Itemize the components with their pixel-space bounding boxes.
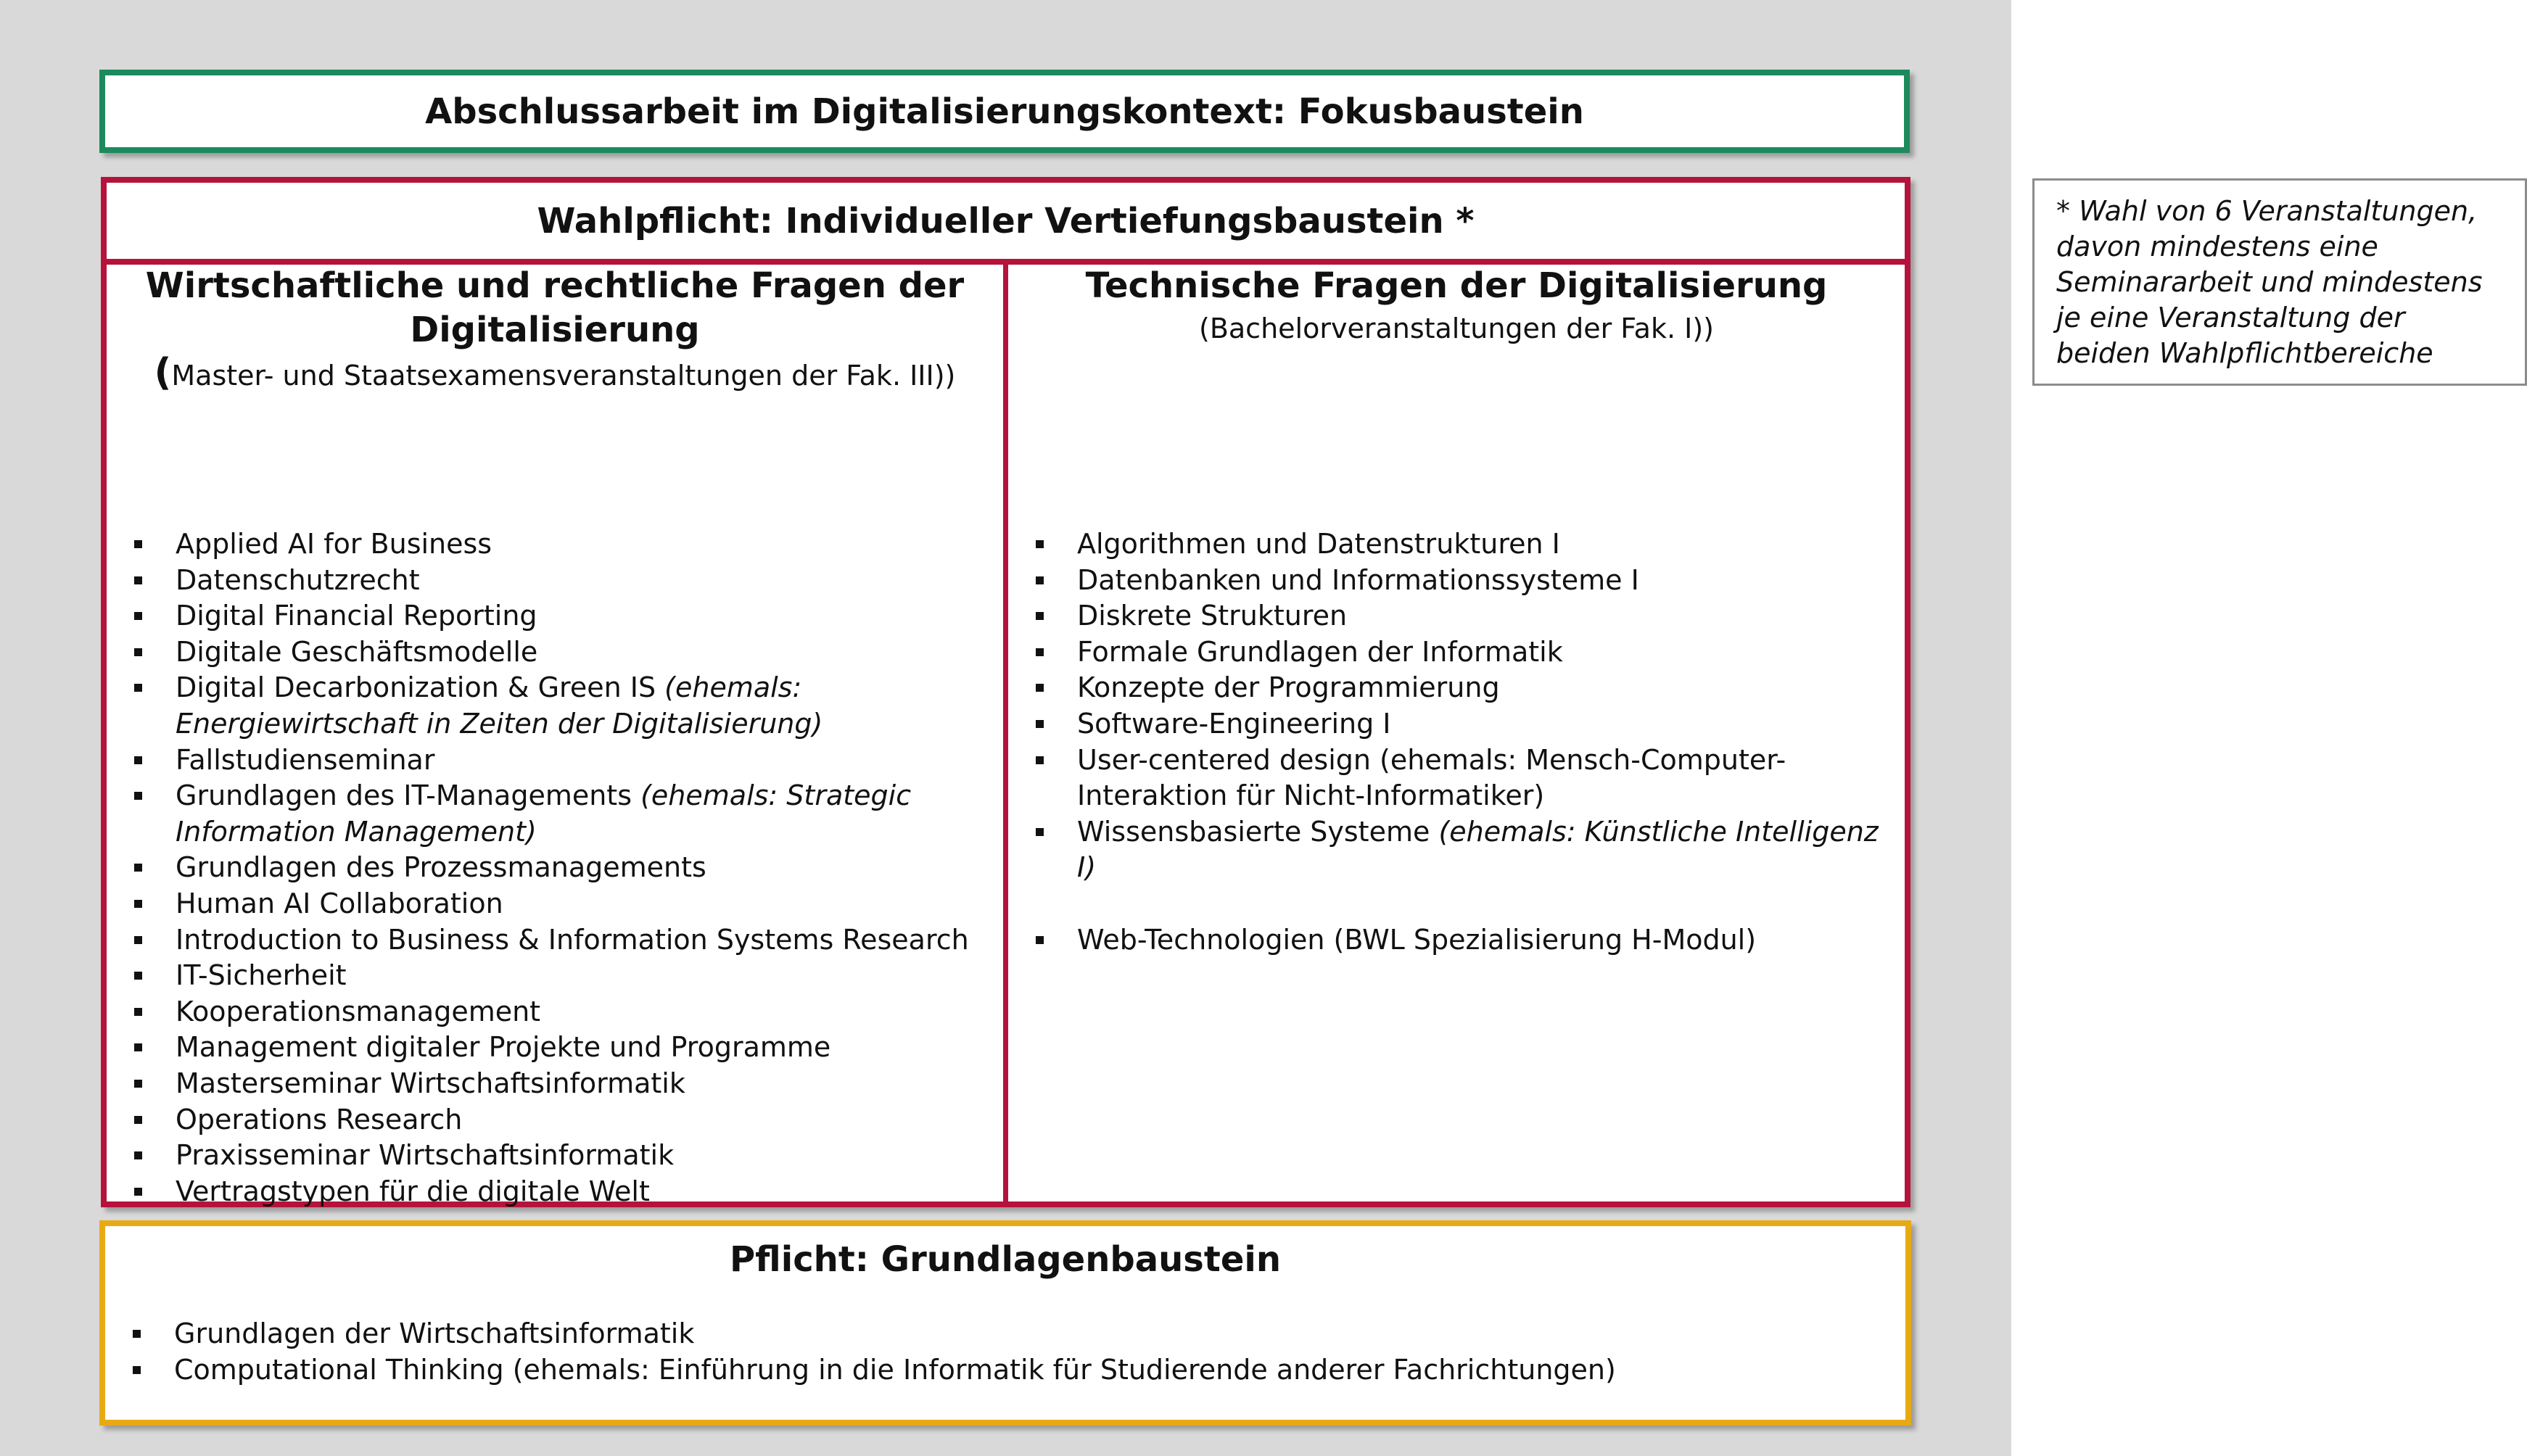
course-item — [107, 994, 1003, 1030]
course-item — [1008, 598, 1905, 634]
course-name: Datenschutzrecht — [176, 563, 420, 596]
course-name: Konzepte der Programmierung — [1077, 671, 1500, 704]
course-item — [107, 850, 1003, 886]
course-item — [1008, 922, 1905, 959]
course-name: Diskrete Strukturen — [1077, 600, 1348, 632]
course-name: Management digitaler Projekte und Programme — [176, 1031, 831, 1064]
course-name: Computational Thinking (ehemals: Einführung in die Informatik für Studierende anderer Fachrichtungen) — [174, 1353, 1616, 1386]
course-name: Vertragstypen für die digitale Welt — [176, 1175, 650, 1207]
course-item — [1008, 670, 1905, 706]
course-item — [1008, 743, 1905, 814]
footnote-text: * Wahl von 6 Veranstaltungen, davon mindestens eine Seminararbeit und mindestens je eine Veranstaltung der beiden Wahlpflichtbereiche — [2056, 195, 2483, 369]
course-item — [107, 886, 1003, 922]
course-name: Grundlagen des Prozessmanagements — [176, 851, 706, 884]
course-name: Digital Decarbonization & Green IS — [176, 671, 665, 704]
course-item — [107, 1174, 1003, 1210]
course-item — [107, 1102, 1003, 1138]
course-item — [1008, 814, 1905, 886]
course-former-name-note: (ehemals: Strategic Information Management) — [176, 779, 912, 848]
course-item — [107, 922, 1003, 959]
business-law-column — [107, 264, 1003, 396]
technical-column — [1008, 264, 1905, 349]
course-name: Digital Financial Reporting — [176, 600, 537, 632]
course-item — [1008, 526, 1905, 563]
course-item — [107, 634, 1003, 671]
technical-subtitle: (Bachelorveranstaltungen der Fak. I)) — [1199, 313, 1714, 344]
technical-title: Technische Fragen der Digitalisierung — [1085, 265, 1828, 306]
course-item — [107, 1030, 1003, 1066]
course-name: Introduction to Business & Information Systems Research — [176, 923, 969, 956]
focus-module-title: Abschlussarbeit im Digitalisierungskontext: Fokusbaustein — [425, 91, 1584, 132]
course-item — [107, 778, 1003, 850]
required-course-list — [105, 1316, 1904, 1388]
business-law-subtitle — [107, 352, 1003, 396]
course-former-name-note: (ehemals: Künstliche Intelligenz I) — [1077, 815, 1879, 884]
course-item — [107, 670, 1003, 742]
course-item — [1008, 634, 1905, 671]
business-law-subtitle-text: Master- und Staatsexamensveranstaltungen der Fak. III)) — [171, 360, 956, 392]
course-name: User-centered design (ehemals: Mensch-Computer-Interaktion für Nicht-Informatiker) — [1077, 743, 1786, 812]
course-item — [105, 1352, 1904, 1389]
business-law-course-list — [107, 526, 1003, 1209]
course-item — [105, 1316, 1904, 1352]
course-item — [107, 1066, 1003, 1102]
course-item — [107, 563, 1003, 599]
course-name: Datenbanken und Informationssysteme I — [1077, 563, 1639, 596]
course-former-name-note: (ehemals: Energiewirtschaft in Zeiten der Digitalisierung) — [176, 671, 823, 740]
course-name: Operations Research — [176, 1103, 463, 1136]
focus-module-box — [99, 70, 1910, 153]
course-name: Masterseminar Wirtschaftsinformatik — [176, 1067, 685, 1099]
course-name: Software-Engineering I — [1077, 707, 1391, 740]
course-name: Wissensbasierte Systeme — [1077, 815, 1439, 848]
technical-course-list-extra — [1008, 922, 1905, 959]
elective-module-header — [107, 183, 1905, 265]
technical-course-list — [1008, 526, 1905, 886]
course-name: Kooperationsmanagement — [176, 995, 541, 1027]
elective-module-box — [101, 177, 1910, 1207]
course-name: Grundlagen der Wirtschaftsinformatik — [174, 1318, 695, 1349]
column-divider — [1003, 259, 1008, 1201]
course-item — [107, 598, 1003, 634]
course-item — [1008, 563, 1905, 599]
required-module-title: Pflicht: Grundlagenbaustein — [729, 1239, 1281, 1280]
course-name: Fallstudienseminar — [176, 743, 435, 776]
course-item — [107, 958, 1003, 994]
course-item — [107, 526, 1003, 563]
footnote-box — [2032, 178, 2527, 386]
course-name: Applied AI for Business — [176, 528, 492, 560]
course-name: Digitale Geschäftsmodelle — [176, 635, 538, 668]
course-item — [1008, 706, 1905, 743]
subtitle-open-paren: ( — [154, 351, 172, 394]
business-law-title: Wirtschaftliche und rechtliche Fragen der Digitalisierung — [145, 265, 965, 350]
course-name: Human AI Collaboration — [176, 887, 503, 919]
course-item — [107, 743, 1003, 779]
course-name: Algorithmen und Datenstrukturen I — [1077, 528, 1560, 560]
required-module-box — [99, 1220, 1911, 1426]
course-name: Grundlagen des IT-Managements — [176, 779, 641, 812]
course-name: Formale Grundlagen der Informatik — [1077, 635, 1563, 668]
course-name: Praxisseminar Wirtschaftsinformatik — [176, 1139, 675, 1172]
course-name: IT-Sicherheit — [176, 959, 347, 992]
course-name: Web-Technologien (BWL Spezialisierung H-Modul) — [1077, 924, 1757, 956]
elective-module-title: Wahlpflicht: Individueller Vertiefungsbaustein * — [537, 200, 1475, 241]
course-item — [107, 1138, 1003, 1174]
